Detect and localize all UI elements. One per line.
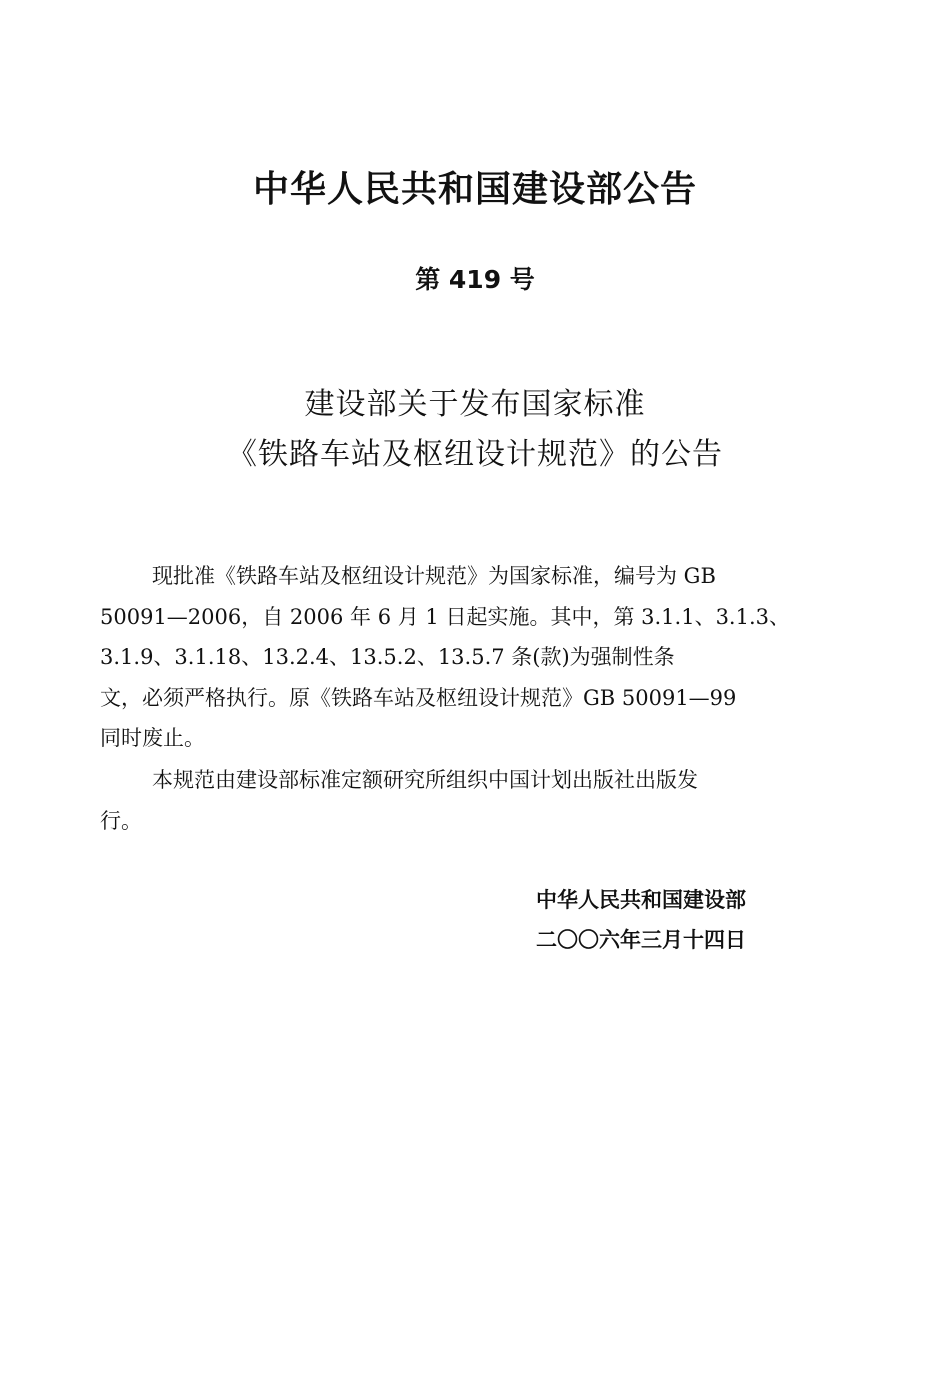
signature-organization: 中华人民共和国建设部 — [536, 888, 746, 912]
announcement-subtitle-line1: 建设部关于发布国家标准 — [304, 387, 646, 422]
signature-date: 二〇〇六年三月十四日 — [536, 928, 746, 952]
announcement-number: 第 419 号 — [415, 265, 535, 294]
body-paragraph-2 — [100, 760, 858, 841]
paragraph-line: 本规范由建设部标准定额研究所组织中国计划出版社出版发 — [152, 768, 698, 792]
paragraph-line: 同时废止。 — [100, 726, 205, 750]
announcement-subtitle-line2: 《铁路车站及枢纽设计规范》的公告 — [227, 437, 723, 472]
paragraph-line: 50091—2006，自 2006 年 6 月 1 日起实施。其中，第 3.1.1、3.1.3、 — [100, 604, 791, 629]
announcement-title: 中华人民共和国建设部公告 — [252, 169, 697, 210]
paragraph-line: 3.1.9、3.1.18、13.2.4、13.5.2、13.5.7 条(款)为强制性条 — [100, 645, 675, 669]
paragraph-line: 行。 — [100, 808, 142, 833]
paragraph-line: 文，必须严格执行。原《铁路车站及枢纽设计规范》GB 50091—99 — [100, 685, 737, 710]
body-paragraph-1 — [100, 556, 858, 759]
paragraph-line: 现批准《铁路车站及枢纽设计规范》为国家标准，编号为 GB — [152, 564, 716, 588]
